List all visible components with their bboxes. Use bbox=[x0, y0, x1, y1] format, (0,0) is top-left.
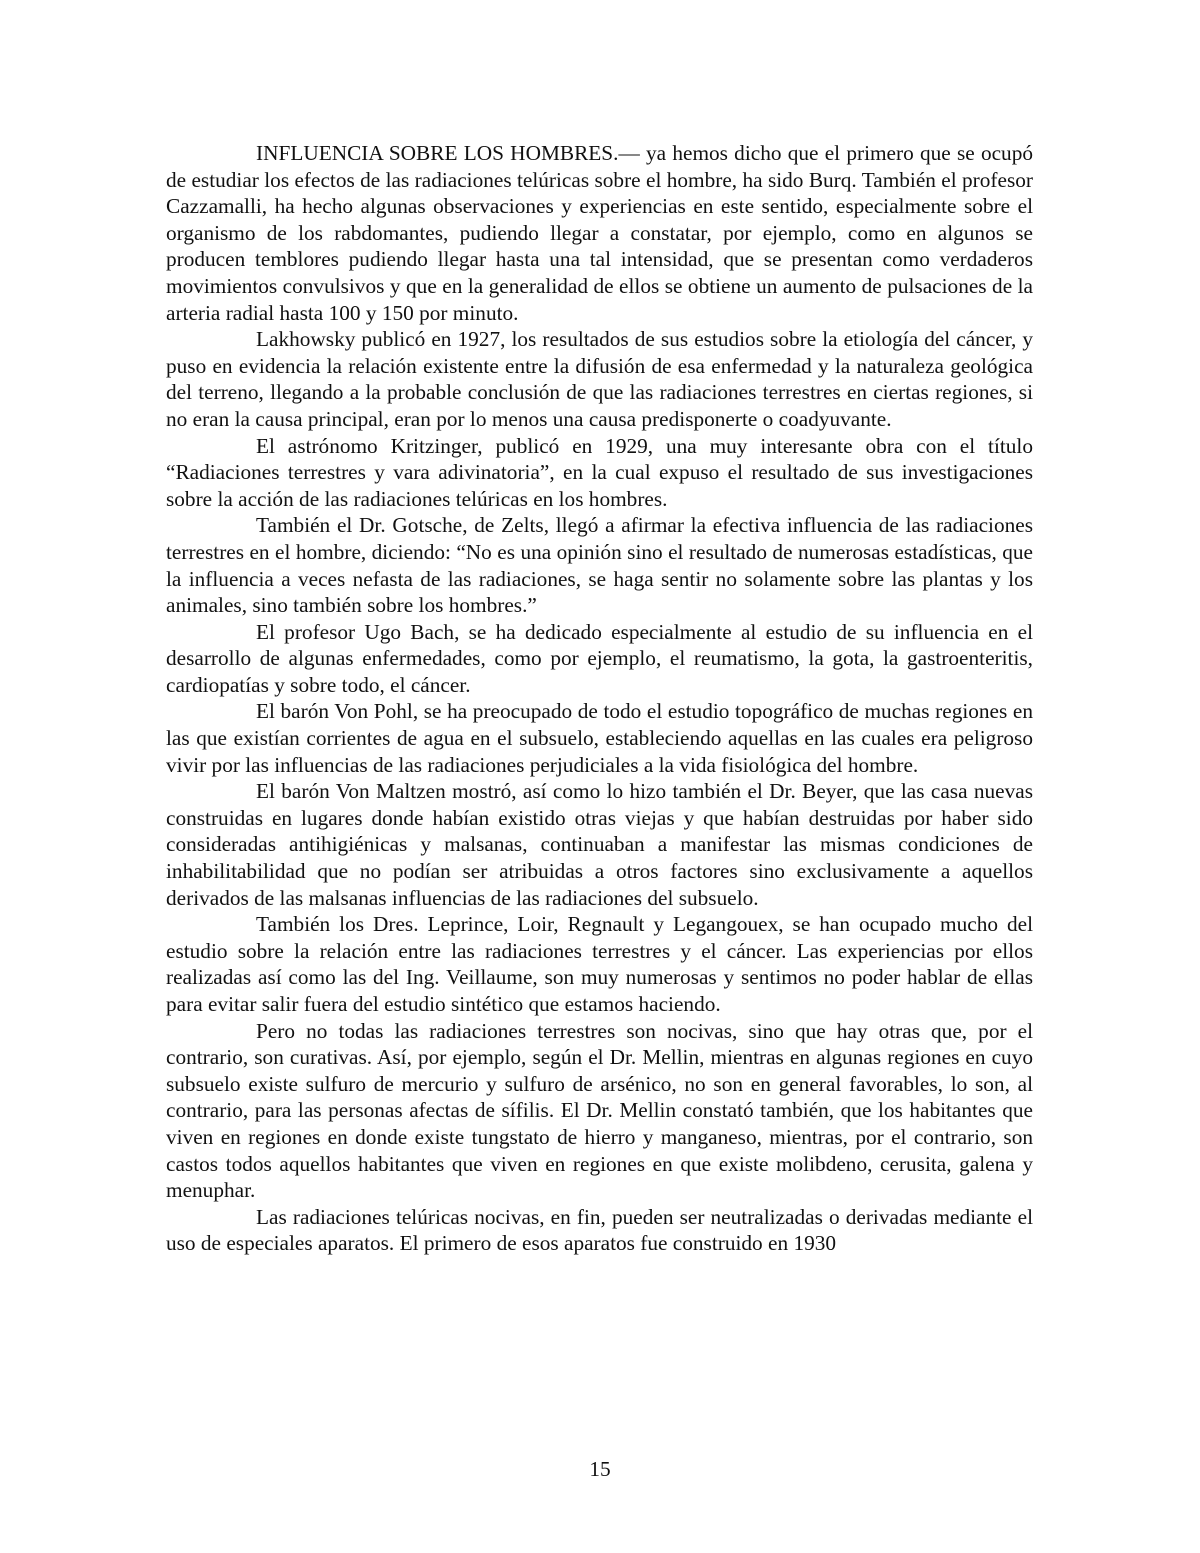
document-body bbox=[166, 140, 1033, 1257]
paragraph-ugo-bach: El profesor Ugo Bach, se ha dedicado especialmente al estudio de su influencia en el desarrollo de algunas enfermedades, como por ejemplo, el reumatismo, la gota, la gastroenteritis, cardiopatías y sobre todo, el cáncer. bbox=[166, 619, 1033, 697]
paragraph-mellin: Pero no todas las radiaciones terrestres son nocivas, sino que hay otras que, por el contrario, son curativas. Así, por ejemplo, según el Dr. Mellin, mientras en algunas regiones en cuyo subsuelo existe sulfuro de mercurio y sulfuro de arsénico, no son en general favorables, lo son, al contrario, para las personas afectas de sífilis. El Dr. Mellin constató también, que los habitantes que viven en regiones en donde existe tungstato de hierro y manganeso, mientras, por el contrario, son castos todos aquellos habitantes que viven en regiones en que existe molibdeno, cerusita, galena y menuphar. bbox=[166, 1018, 1033, 1203]
paragraph-von-pohl: El barón Von Pohl, se ha preocupado de todo el estudio topográfico de muchas regiones en las que existían corrientes de agua en el subsuelo, estableciendo aquellas en las cuales era peligroso vivir por las influencias de las radiaciones perjudiciales a la vida fisiológica del hombre. bbox=[166, 699, 1033, 777]
paragraph-lakhowsky: Lakhowsky publicó en 1927, los resultados de sus estudios sobre la etiología del cáncer, y puso en evidencia la relación existente entre la difusión de esa enfermedad y la naturaleza geológica del terreno, llegando a la probable conclusión de que las radiaciones terrestres en ciertas regiones, si no eran la causa principal, eran por lo menos una causa predisponerte o coadyuvante. bbox=[166, 327, 1033, 431]
paragraph-kritzinger: El astrónomo Kritzinger, publicó en 1929, una muy interesante obra con el título “Radiaciones terrestres y vara adivinatoria”, en la cual expuso el resultado de sus investigaciones sobre la acción de las radiaciones telúricas en los hombres. bbox=[166, 433, 1033, 511]
page-number: 15 bbox=[589, 1457, 611, 1481]
paragraph-von-maltzen: El barón Von Maltzen mostró, así como lo hizo también el Dr. Beyer, que las casa nuevas construidas en lugares donde habían existido otras viejas y que habían destruidas por haber sido consideradas antihigiénicas y malsanas, continuaban a manifestar las mismas condiciones de inhabilitabilidad que no podían ser atribuidas a otros factores sino exclusivamente a aquellos derivados de las malsanas influencias de las radiaciones del subsuelo. bbox=[166, 779, 1033, 910]
paragraph-influencia: INFLUENCIA SOBRE LOS HOMBRES.— ya hemos dicho que el primero que se ocupó de estudiar los efectos de las radiaciones telúricas sobre el hombre, ha sido Burq. También el profesor Cazzamalli, ha hecho algunas observaciones y experiencias en este sentido, especialmente sobre el organismo de los rabdomantes, pudiendo llegar a constatar, por ejemplo, como en algunos se producen temblores pudiendo llegar hasta una tal intensidad, que se presentan como verdaderos movimientos convulsivos y que en la generalidad de ellos se obtiene un aumento de pulsaciones de la arteria radial hasta 100 y 150 por minuto. bbox=[166, 141, 1033, 325]
paragraph-neutralizadas: Las radiaciones telúricas nocivas, en fin, pueden ser neutralizadas o derivadas mediante el uso de especiales aparatos. El primero de esos aparatos fue construido en 1930 bbox=[166, 1204, 1033, 1256]
paragraph-leprince: También los Dres. Leprince, Loir, Regnault y Legangouex, se han ocupado mucho del estudio sobre la relación entre las radiaciones terrestres y el cáncer. Las experiencias por ellos realizadas así como las del Ing. Veillaume, son muy numerosas y sentimos no poder hablar de ellas para evitar salir fuera del estudio sintético que estamos haciendo. bbox=[166, 912, 1033, 1016]
paragraph-gotsche: También el Dr. Gotsche, de Zelts, llegó a afirmar la efectiva influencia de las radiaciones terrestres en el hombre, diciendo: “No es una opinión sino el resultado de numerosas estadísticas, que la influencia a veces nefasta de las radiaciones, se haga sentir no solamente sobre las plantas y los animales, sino también sobre los hombres.” bbox=[166, 513, 1033, 618]
